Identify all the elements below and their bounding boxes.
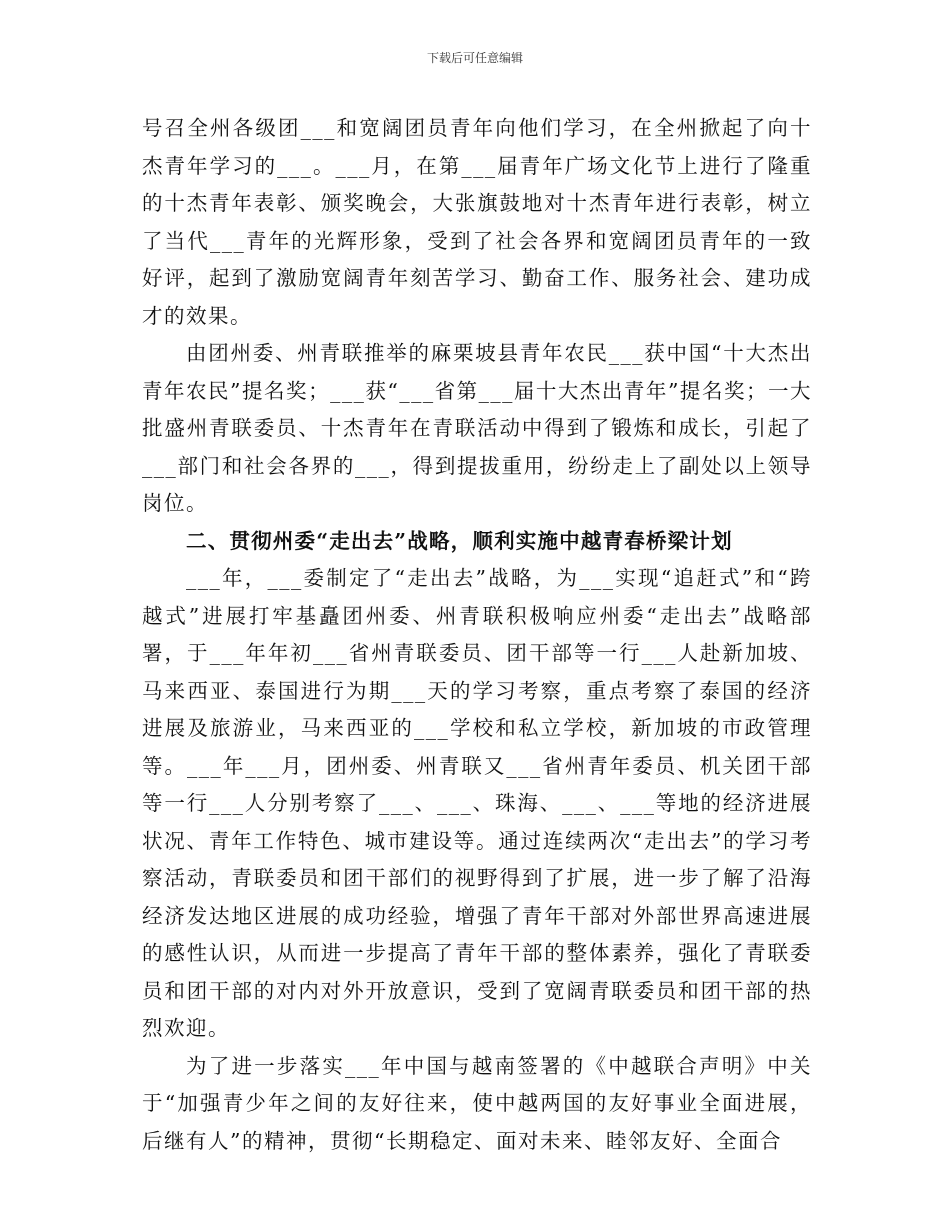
paragraph-awards: 由团州委、州青联推举的麻栗坡县青年农民___获中国“十大杰出青年农民”提名奖；___获“___省第___届十大杰出青年”提名奖；一大批盛州青联委员、十杰青年在青联活动中得到了锻炼和成长，引起了___部门和社会各界的___，得到提拔重用，纷纷走上了副处以上领导岗位。 [142, 341, 812, 515]
page-header: 下载后可任意编辑 [426, 51, 523, 65]
paragraph-go-out-strategy: ___年，___委制定了“走出去”战略，为___实现“追赶式”和“跨越式”进展打牢基矗团州委、州青联积极响应州委“走出去”战略部署，于___年年初___省州青联委员、团干部等一行___人赴新加坡、马来西亚、泰国进行为期___天的学习考察，重点考察了泰国的经济进展及旅游业，马来西亚的___学校和私立学校，新加坡的市政管理等。___年___月，团州委、州青联又___省州青年委员、机关团干部等一行___人分别考察了___、___、珠海、___、___等地的经济进展状况、青年工作特色、城市建设等。通过连续两次“走出去”的学习考察活动，青联委员和团干部们的视野得到了扩展，进一步了解了沿海经济发达地区进展的成功经验，增强了青年干部对外部世界高速进展的感性认识，从而进一步提高了青年干部的整体素养，强化了青联委员和团干部的对内对外开放意识，受到了宽阔青联委员和团干部的热烈欢迎。 [142, 566, 812, 1040]
paragraph-sino-vietnam: 为了进一步落实___年中国与越南签署的《中越联合声明》中关于“加强青少年之间的友好往来，使中越两国的友好事业全面进展，后继有人”的精神，贯彻“长期稳定、面对未来、睦邻友好、全面合 [142, 1053, 812, 1153]
section-heading: 二、贯彻州委“走出去”战略，顺利实施中越青春桥梁计划 [186, 528, 733, 553]
paragraph-continued: 号召全州各级团___和宽阔团员青年向他们学习，在全州掀起了向十杰青年学习的___。___月，在第___届青年广场文化节上进行了隆重的十杰青年表彰、颁奖晚会，大张旗鼓地对十杰青年进行表彰，树立了当代___青年的光辉形象，受到了社会各界和宽阔团员青年的一致好评，起到了激励宽阔青年刻苦学习、勤奋工作、服务社会、建功成才的效果。 [142, 116, 812, 328]
document-body [142, 110, 812, 1160]
